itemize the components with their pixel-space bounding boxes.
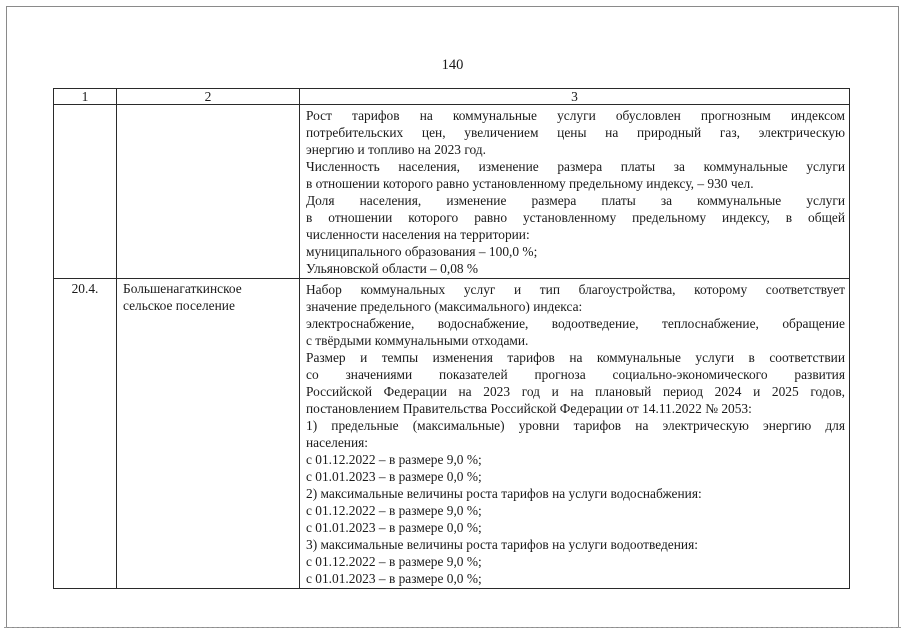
text-line: численности населения на территории:: [306, 227, 530, 242]
row-number-cell: 20.4.: [54, 279, 117, 589]
table-header-row: [54, 89, 850, 105]
column-header-2: 2: [117, 89, 300, 105]
table-row: [54, 279, 850, 589]
text-line: с твёрдыми коммунальными отходами.: [306, 333, 529, 348]
text-line: населения:: [306, 435, 368, 450]
settlement-name-line: сельское поселение: [123, 298, 235, 313]
text-line: постановлением Правительства Российской Федерации от 14.11.2022 № 2053:: [306, 401, 752, 416]
text-line: Рост тарифов на коммунальные услуги обусловлен прогнозным индексом: [306, 108, 845, 123]
table-row: [54, 105, 850, 279]
text-line: в отношении которого равно установленному предельному индексу, в общей: [306, 210, 845, 225]
text-line: с 01.12.2022 – в размере 9,0 %;: [306, 452, 482, 467]
text-line: значение предельного (максимального) индекса:: [306, 299, 583, 314]
text-line: 3) максимальные величины роста тарифов на услуги водоотведения:: [306, 537, 698, 552]
page-number: 140: [441, 57, 464, 73]
tariff-table: [53, 88, 850, 589]
text-line: Российской Федерации на 2023 год и на плановый период 2024 и 2025 годов,: [306, 384, 845, 399]
text-line: Размер и темпы изменения тарифов на коммунальные услуги в соответствии: [306, 350, 845, 365]
column-header-3: 3: [300, 89, 850, 105]
text-line: энергию и топливо на 2023 год.: [306, 142, 486, 157]
text-line: с 01.01.2023 – в размере 0,0 %;: [306, 520, 482, 535]
description-cell: [300, 279, 850, 589]
text-line: Набор коммунальных услуг и тип благоустройства, которому соответствует: [306, 282, 845, 297]
description-cell: [300, 105, 850, 279]
text-line: Доля населения, изменение размера платы за коммунальные услуги: [306, 193, 845, 208]
settlement-name-cell: [117, 105, 300, 279]
text-line: с 01.01.2023 – в размере 0,0 %;: [306, 571, 482, 586]
description-lines: [306, 107, 845, 277]
text-line: электроснабжение, водоснабжение, водоотведение, теплоснабжение, обращение: [306, 316, 845, 331]
text-line: с 01.12.2022 – в размере 9,0 %;: [306, 503, 482, 518]
text-line: потребительских цен, увеличением цены на природный газ, электрическую: [306, 125, 845, 140]
settlement-name-cell: [117, 279, 300, 589]
text-line: с 01.12.2022 – в размере 9,0 %;: [306, 554, 482, 569]
settlement-name-line: Большенагаткинское: [123, 281, 242, 296]
description-lines: [306, 281, 845, 587]
scan-edge-line: [4, 627, 901, 628]
text-line: 1) предельные (максимальные) уровни тарифов на электрическую энергию для: [306, 418, 845, 433]
text-line: со значениями показателей прогноза социально-экономического развития: [306, 367, 845, 382]
column-header-1: 1: [54, 89, 117, 105]
text-line: Численность населения, изменение размера платы за коммунальные услуги: [306, 159, 845, 174]
text-line: 2) максимальные величины роста тарифов на услуги водоснабжения:: [306, 486, 702, 501]
text-line: в отношении которого равно установленному предельному индексу, – 930 чел.: [306, 176, 754, 191]
text-line: с 01.01.2023 – в размере 0,0 %;: [306, 469, 482, 484]
text-line: муниципального образования – 100,0 %;: [306, 244, 538, 259]
text-line: Ульяновской области – 0,08 %: [306, 261, 479, 276]
row-number-cell: [54, 105, 117, 279]
